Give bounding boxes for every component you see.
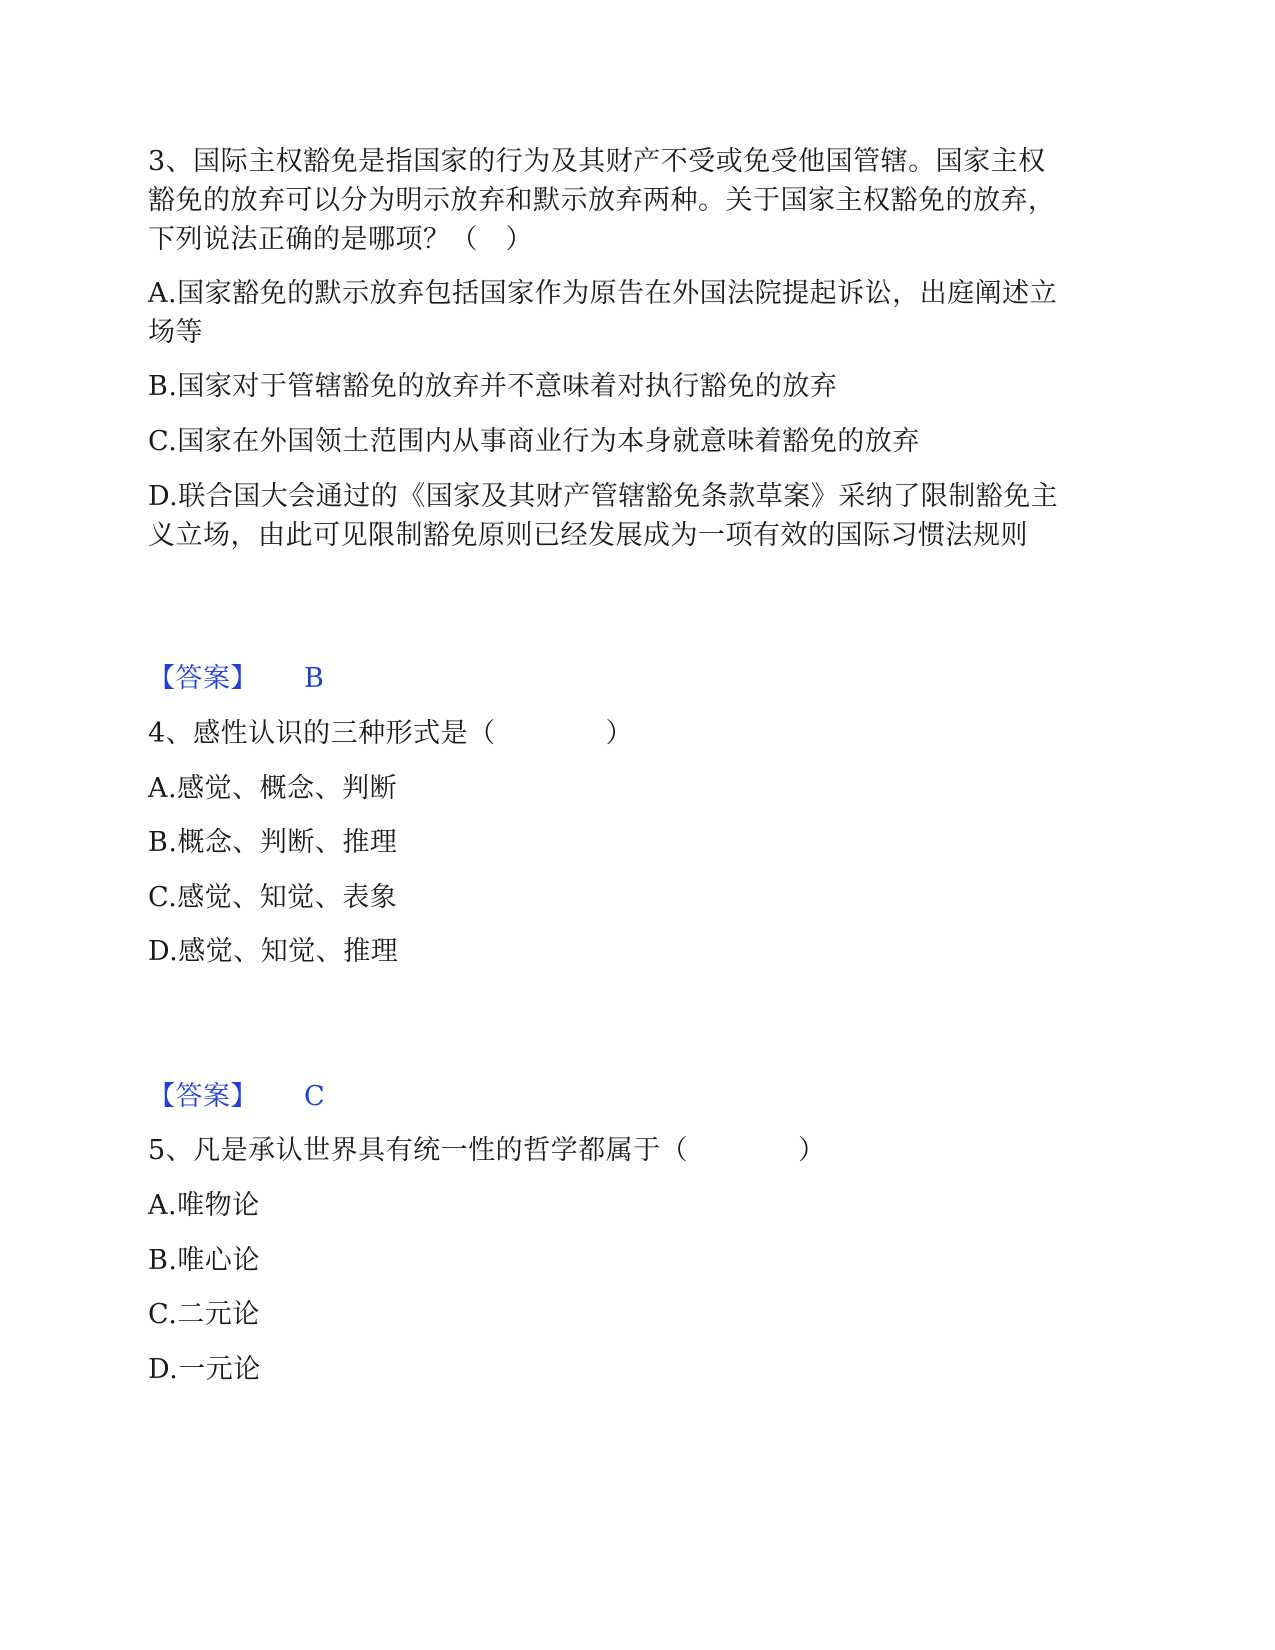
question-stem-line: 3、国际主权豁免是指国家的行为及其财产不受或免受他国管辖。国家主权 xyxy=(148,146,1046,177)
answer-label: 【答案】 xyxy=(148,663,258,694)
option-a-continued: 场等 xyxy=(148,317,203,348)
option-b: B.唯心论 xyxy=(148,1245,260,1276)
option-d-continued: 义立场，由此可见限制豁免原则已经发展成为一项有效的国际习惯法规则 xyxy=(148,520,1028,551)
question-stem-line: 豁免的放弃可以分为明示放弃和默示放弃两种。关于国家主权豁免的放弃， xyxy=(148,185,1056,216)
option-d: D.联合国大会通过的《国家及其财产管辖豁免条款草案》采纳了限制豁免主 xyxy=(148,481,1059,512)
answer-row xyxy=(148,1077,325,1117)
option-a: A.唯物论 xyxy=(148,1190,260,1221)
answer-value: B xyxy=(304,663,325,694)
answer-row xyxy=(148,659,324,699)
option-b: B.概念、判断、推理 xyxy=(148,827,398,858)
option-a: A.感觉、概念、判断 xyxy=(148,773,398,804)
option-c: C.感觉、知觉、表象 xyxy=(148,882,398,913)
answer-value: C xyxy=(304,1081,326,1112)
option-d: D.感觉、知觉、推理 xyxy=(148,936,399,967)
answer-label: 【答案】 xyxy=(148,1081,258,1112)
question-stem-line: 下列说法正确的是哪项？（ ） xyxy=(148,224,533,255)
question-stem-line: 5、凡是承认世界具有统一性的哲学都属于（ ） xyxy=(148,1135,826,1166)
option-b: B.国家对于管辖豁免的放弃并不意味着对执行豁免的放弃 xyxy=(148,371,838,402)
option-c: C.国家在外国领土范围内从事商业行为本身就意味着豁免的放弃 xyxy=(148,426,920,457)
question-stem-line: 4、感性认识的三种形式是（ ） xyxy=(148,718,634,749)
option-d: D.一元论 xyxy=(148,1354,261,1385)
option-c: C.二元论 xyxy=(148,1299,260,1330)
option-a: A.国家豁免的默示放弃包括国家作为原告在外国法院提起诉讼，出庭阐述立 xyxy=(148,278,1058,309)
